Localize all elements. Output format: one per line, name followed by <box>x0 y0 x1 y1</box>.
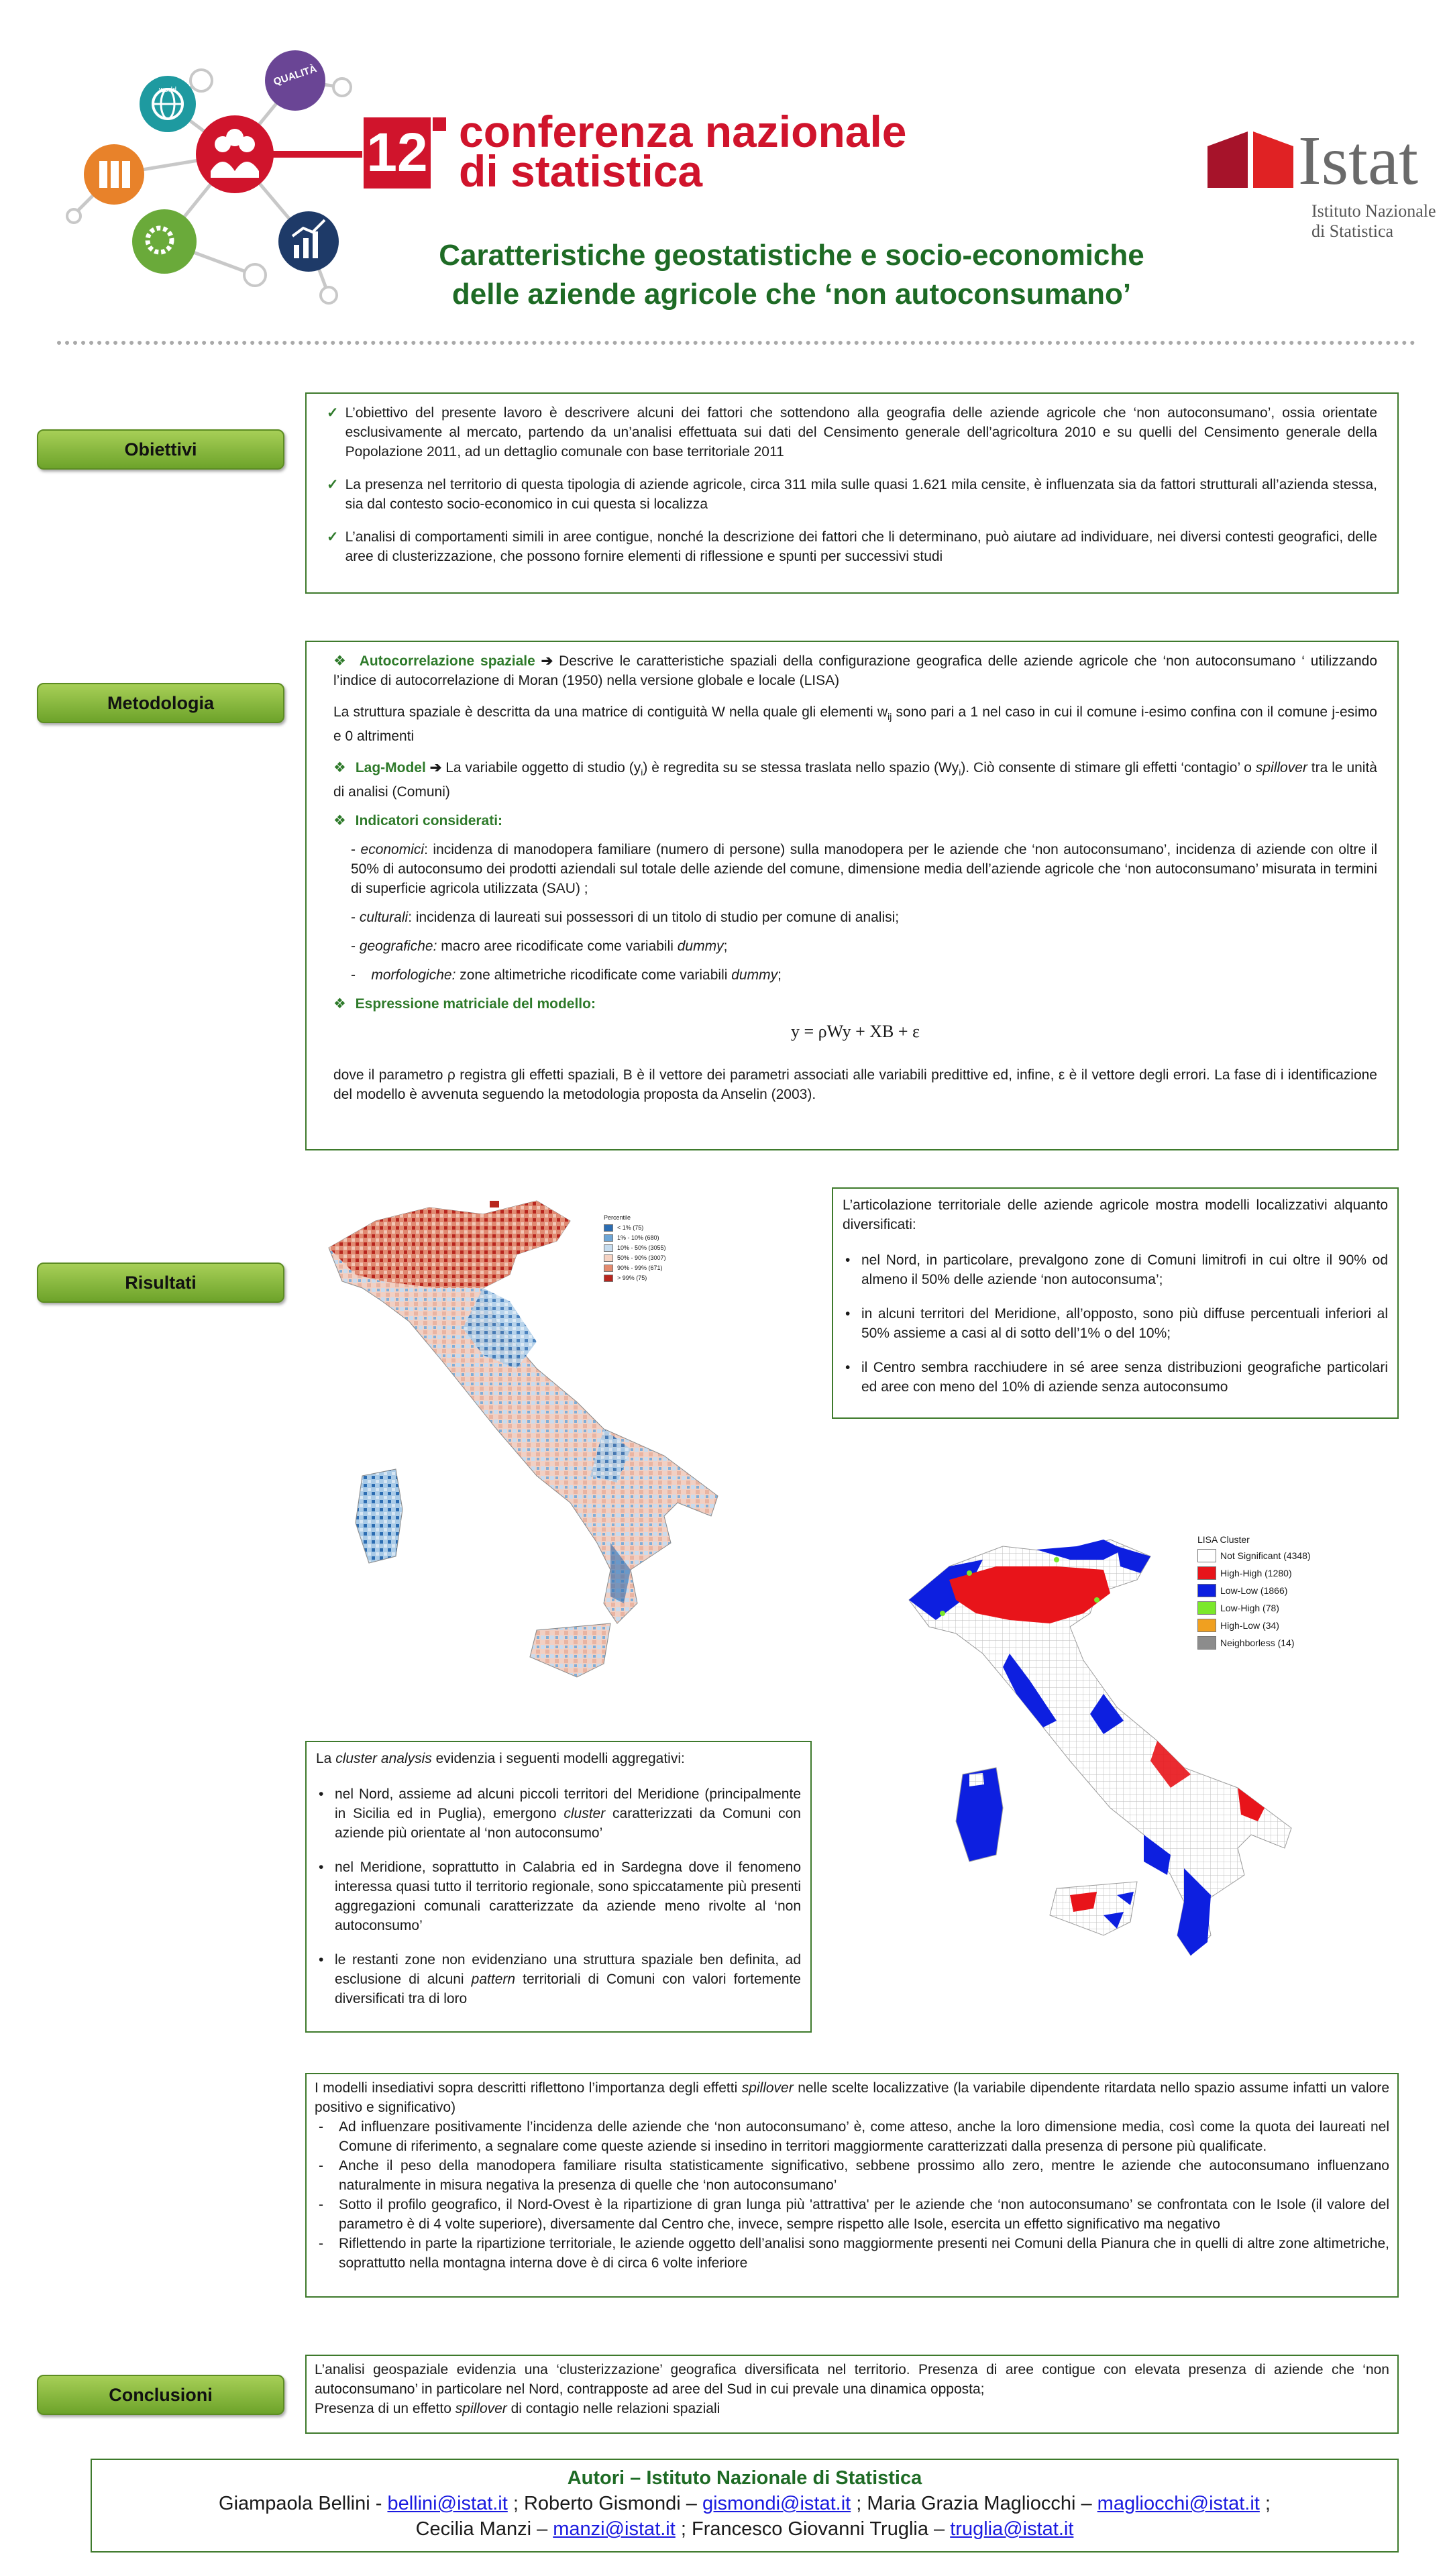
section-label-conclusioni: Conclusioni <box>37 2375 284 2415</box>
legend-entry <box>604 1263 698 1273</box>
arrow-icon: ➔ <box>541 653 559 669</box>
email-link-bellini[interactable]: bellini@istat.it <box>387 2493 508 2514</box>
legend-label: Low-High (78) <box>1220 1603 1279 1613</box>
autori-box <box>91 2459 1399 2553</box>
struttura-spaziale-text: La struttura spaziale è descritta da una matrice di contiguità W nella quale gli elementi $w_{ij}$ sono pari a 1 nel caso in cui il comune i-esimo confina con il comune j-esimo e 0 altrimenti <box>333 704 1377 745</box>
list-item: • nel Nord, assieme ad alcuni piccoli territori del Meridione (principalmente in Sicilia ed in Puglia), emergono cluster caratterizzati da Comuni con aziende più orientate al ‘non autoconsumo’ <box>316 1784 801 1843</box>
conclusioni-box <box>305 2355 1399 2434</box>
legend-label: Neighborless (14) <box>1220 1638 1295 1648</box>
conference-title-line2: di statistica <box>459 146 703 196</box>
legend-label: Low-Low (1866) <box>1220 1585 1288 1596</box>
legend-swatch <box>1197 1619 1216 1632</box>
list-item: • in alcuni territori del Meridione, all’opposto, sono più diffuse percentuali inferiori al 50% assieme a casi al di sotto dell’1% o del 10%; <box>843 1304 1388 1343</box>
metodologia-box <box>305 641 1399 1150</box>
autocorrelazione-block <box>333 651 1377 690</box>
email-link-manzi[interactable]: manzi@istat.it <box>553 2518 676 2540</box>
legend-label: High-High (1280) <box>1220 1568 1292 1578</box>
indicatori-title-row <box>333 811 1377 830</box>
legend-swatch <box>604 1254 613 1261</box>
obiettivi-box <box>305 392 1399 594</box>
legend-entry <box>604 1253 698 1263</box>
badge-world: world <box>158 86 177 94</box>
risultati-box-2-intro: La cluster analysis evidenzia i seguenti modelli aggregativi: <box>316 1751 685 1766</box>
legend-entry <box>1197 1617 1345 1633</box>
list-item: - Sotto il profilo geografico, il Nord-Ovest è la ripartizione di gran lunga più 'attrattiva' per le aziende che ‘non autoconsumano’ se confrontata con le Isole (il valore del parametro è di 4 volte superiore), diversamente dal Centro che, invece, sempre rispetto alle Isole, esercita un effetto significativo ma negativo <box>315 2195 1389 2234</box>
list-item: • nel Meridione, soprattutto in Calabria ed in Sardegna dove il fenomeno interessa quasi tutto il territorio regionale, sono spiccatamente più presenti aggregazioni comunali caratterizzate da aziende meno rivolte al ‘non autoconsumo’ <box>316 1858 801 1935</box>
autocorrelazione-text: Descrive le caratteristiche spaziali della configurazione geografica delle aziende agricole che ‘non autoconsumano ‘ utilizzando l’indice di autocorrelazione di Moran (1950) nella versione globale e locale (LISA) <box>333 653 1377 688</box>
header <box>0 0 1449 335</box>
legend-entry <box>1197 1582 1345 1599</box>
risultati-box-2 <box>305 1741 812 2033</box>
section-label-risultati: Risultati <box>37 1263 284 1303</box>
section-label-obiettivi: Obiettivi <box>37 429 284 470</box>
diamond-bullet-icon: ❖ <box>333 813 346 829</box>
legend-label: 90% - 99% (671) <box>617 1265 663 1271</box>
indicatore-economici: - economici: incidenza di manodopera familiare (numero di persone) sulla manodopera per le aziende che ‘non autoconsumano’, incidenza di aziende con oltre il 50% di autoconsumo dei prodotti aziendali sul totale delle aziende del comune, dimensione media dell’aziende agricole che ‘non autoconsumano’ misurata in termini di superficie agricola utilizzata (SAU) ; <box>351 842 1378 897</box>
legend-swatch <box>604 1275 613 1281</box>
conference-title-line1: conferenza nazionale <box>459 107 907 156</box>
legend-swatch <box>1197 1636 1216 1650</box>
list-item: - Ad influenzare positivamente l’incidenza delle aziende che ‘non autoconsumano’ è, come atteso, anche la loro dimensione media, così come la quota dei laureati nel Comune di riferimento, a segnalare come queste aziende si insedino in territori maggiormente caratterizzati dalla presenza di persone più qualificate. <box>315 2117 1389 2156</box>
legend-label: 50% - 90% (3007) <box>617 1254 666 1261</box>
list-item: • nel Nord, in particolare, prevalgono zone di Comuni limitrofi in cui oltre il 90% od almeno il 50% delle aziende ‘non autoconsuma’; <box>843 1250 1388 1289</box>
risultati-box-3-intro: I modelli insediativi sopra descritti riflettono l’importanza degli effetti spillover nelle scelte localizzative (la variabile dipendente ritardata nello spazio assume infatti un valore positivo e significativo) <box>315 2080 1390 2115</box>
legend-entry <box>1197 1600 1345 1616</box>
email-link-truglia[interactable]: truglia@istat.it <box>950 2518 1074 2540</box>
header-divider <box>57 341 1415 345</box>
obiettivi-item-text: L’obiettivo del presente lavoro è descrivere alcuni dei fattori che sottendono alla geografia delle aziende agricole che ‘non autoconsumano’, ossia orientate esclusivamente al mercato, partendo da un’analisi effettuata sui dati del Censimento generale dell’agricoltura 2010 e su quelli del Censimento generale della Popolazione 2011, ad un dettaglio comunale con base territoriale 2011 <box>345 405 1377 460</box>
espressione-title: Espressione matriciale del modello: <box>355 996 596 1012</box>
email-link-gismondi[interactable]: gismondi@istat.it <box>702 2493 851 2514</box>
lisa-legend <box>1197 1532 1345 1652</box>
percentile-legend-title: Percentile <box>604 1214 631 1221</box>
legend-entry <box>604 1273 698 1283</box>
percentile-map <box>315 1194 751 1704</box>
dove-text: dove il parametro ρ registra gli effetti spaziali, B è il vettore dei parametri associati alle variabili predittive ed, infine, ε è il vettore degli errori. La fase di i identificazione del modello è avvenuta seguendo la metodologia proposta da Anselin (2003). <box>333 1067 1377 1103</box>
diamond-bullet-icon: ❖ <box>333 996 346 1012</box>
legend-swatch <box>1197 1566 1216 1580</box>
legend-swatch <box>604 1234 613 1241</box>
obiettivi-item <box>327 403 1377 462</box>
istat-subtitle-1: Istituto Nazionale <box>1311 201 1436 221</box>
checkmark-icon: ✓ <box>327 405 339 421</box>
model-formula: y = ρWy + XB + ε <box>791 1022 920 1042</box>
legend-swatch <box>1197 1584 1216 1597</box>
indicatore-morfologiche: - morfologiche: zone altimetriche ricodificate come variabili dummy; <box>351 967 782 983</box>
indicatore-culturali: - culturali: incidenza di laureati sui possessori di un titolo di studio per comune di analisi; <box>351 910 900 926</box>
conference-number: 12 <box>366 122 428 183</box>
autori-title: Autori – Istituto Nazionale di Statistica <box>567 2467 922 2489</box>
risultati-box-2-list <box>316 1784 801 2008</box>
conclusioni-line-2: Presenza di un effetto spillover di contagio nelle relazioni spaziali <box>315 2401 720 2416</box>
list-item: - Anche il peso della manodopera familiare risulta statisticamente significativo, sebbene prossimo allo zero, mentre le aziende che autoconsumano influenzano naturalmente in misura negativa la presenza di quelle che ‘non autoconsumano’ <box>315 2156 1389 2195</box>
legend-entry <box>1197 1548 1345 1564</box>
legend-label: 10% - 50% (3055) <box>617 1244 666 1251</box>
percentile-legend <box>604 1213 698 1283</box>
diamond-bullet-icon: ❖ <box>333 760 346 776</box>
obiettivi-item-text: L’analisi di comportamenti simili in aree contigue, nonché la descrizione dei fattori che li determinano, può aiutare ad individuare, nei diversi contesti geografici, delle aree di clusterizzazione, che possono fornire elementi di riflessione e spunti per successivi studi <box>345 529 1377 564</box>
risultati-box-1-intro: L’articolazione territoriale delle aziende agricole mostra modelli localizzativi alquanto diversificati: <box>843 1197 1388 1232</box>
obiettivi-item <box>327 475 1377 514</box>
autori-line-1: Giampaola Bellini - bellini@istat.it ; Roberto Gismondi – gismondi@istat.it ; Maria Grazia Magliocchi – magliocchi@istat.it ; <box>219 2493 1271 2514</box>
legend-swatch <box>604 1224 613 1231</box>
risultati-box-1 <box>832 1187 1399 1419</box>
list-item: - Riflettendo in parte la ripartizione territoriale, le aziende oggetto dell’analisi sono maggiormente presenti nei Comuni della Pianura che in quelli di altre zone altimetriche, soprattutto nella montagna interna dove è di circa 6 volte inferiore <box>315 2234 1389 2273</box>
obiettivi-item-text: La presenza nel territorio di questa tipologia di aziende agricole, circa 311 mila sulle quasi 1.621 mila censite, è influenzata sia da fattori strutturali all’azienda stessa, sia dal contesto socio-economico in cui questa si localizza <box>345 477 1377 512</box>
legend-swatch <box>1197 1549 1216 1562</box>
risultati-box-1-list <box>843 1250 1388 1397</box>
legend-label: High-Low (34) <box>1220 1620 1279 1631</box>
list-item: • il Centro sembra racchiudere in sé aree senza distribuzioni geografiche particolari ed aree con meno del 10% di aziende senza autoconsumo <box>843 1358 1388 1397</box>
legend-entry <box>604 1243 698 1253</box>
indicatori-title: Indicatori considerati: <box>355 813 503 829</box>
istat-name: Istat <box>1298 122 1419 199</box>
legend-label: > 99% (75) <box>617 1275 647 1281</box>
checkmark-icon: ✓ <box>327 529 339 545</box>
legend-label: Not Significant (4348) <box>1220 1550 1311 1561</box>
section-label-metodologia: Metodologia <box>37 683 284 723</box>
espressione-title-row <box>333 994 1377 1014</box>
legend-entry <box>1197 1565 1345 1581</box>
legend-swatch <box>1197 1601 1216 1615</box>
autori-line-2: Cecilia Manzi – manzi@istat.it ; Francesco Giovanni Truglia – truglia@istat.it <box>415 2518 1074 2540</box>
legend-swatch <box>604 1244 613 1251</box>
lisa-legend-title: LISA Cluster <box>1197 1534 1250 1545</box>
checkmark-icon: ✓ <box>327 477 339 492</box>
badge-qualita: QUALITÀ <box>272 63 319 88</box>
legend-label: < 1% (75) <box>617 1224 644 1231</box>
indicatore-geografiche: - geografiche: macro aree ricodificate come variabili dummy; <box>351 938 728 955</box>
legend-entry <box>1197 1635 1345 1651</box>
percentile-legend-items <box>604 1223 698 1283</box>
poster-title-line1: Caratteristiche geostatistiche e socio-economiche <box>439 239 1144 272</box>
istat-logo-icon <box>1208 126 1308 193</box>
conference-number-logo <box>364 117 431 189</box>
email-link-magliocchi[interactable]: magliocchi@istat.it <box>1097 2493 1260 2514</box>
conference-logo-square <box>433 117 446 131</box>
lag-model-block: ❖ Lag-Model ➔ La variabile oggetto di studio $(y_i)$ è regredita su se stessa traslata nello spazio $(Wy_i)$. Ciò consente di stimare gli effetti ‘contagio’ o spillover tra le unità di analisi (Comuni) <box>333 760 1377 800</box>
risultati-box-3 <box>305 2073 1399 2298</box>
arrow-icon: ➔ <box>429 760 446 776</box>
lisa-legend-items <box>1197 1548 1345 1651</box>
diamond-bullet-icon: ❖ <box>333 653 348 669</box>
list-item: • le restanti zone non evidenziano una struttura spaziale ben definita, ad esclusione di alcuni pattern territoriali di Comuni con valori fortemente diversificati tra di loro <box>316 1950 801 2008</box>
autocorrelazione-title: Autocorrelazione spaziale <box>359 653 535 669</box>
legend-swatch <box>604 1265 613 1271</box>
conclusioni-line-1: L’analisi geospaziale evidenzia una ‘clusterizzazione’ geografica diversificata nel territorio. Presenza di aree contigue con elevata presenza di aziende che ‘non autoconsumano’ in particolare nel Nord, contrapposte ad aree del Sud in cui prevale una dinamica opposta; <box>315 2362 1389 2397</box>
lisa-cluster-map <box>902 1519 1412 1976</box>
obiettivi-item <box>327 527 1377 566</box>
poster-title-line2: delle aziende agricole che ‘non autoconsumano’ <box>451 278 1132 311</box>
legend-entry <box>604 1223 698 1233</box>
istat-subtitle-2: di Statistica <box>1311 221 1394 241</box>
legend-entry <box>604 1233 698 1243</box>
legend-label: 1% - 10% (680) <box>617 1234 659 1241</box>
lag-model-title: Lag-Model <box>355 760 426 776</box>
